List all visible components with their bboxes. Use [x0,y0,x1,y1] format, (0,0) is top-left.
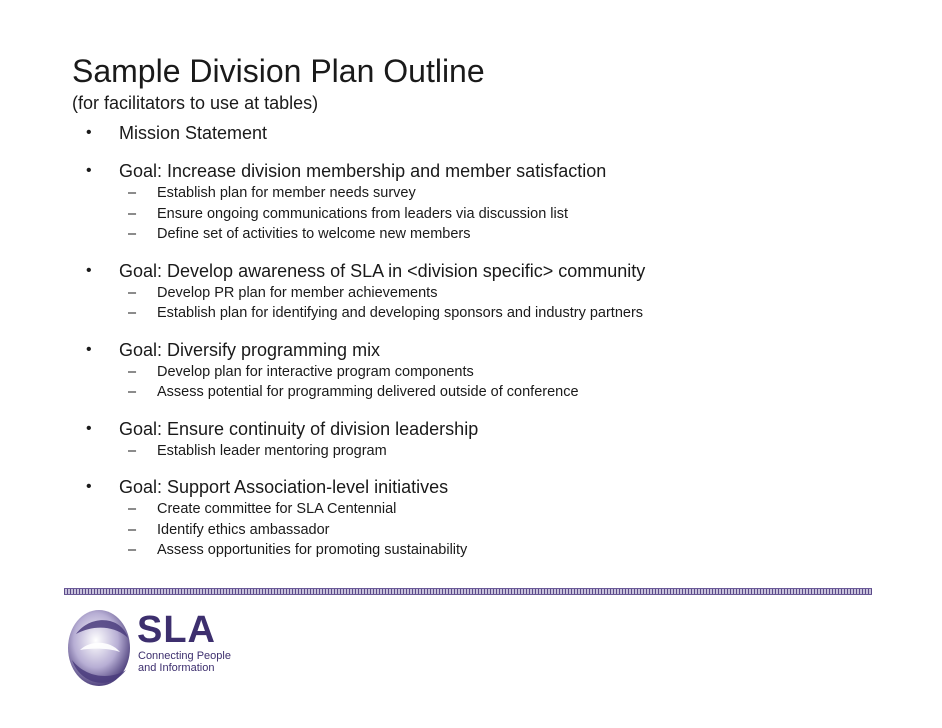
goal-text: Mission Statement [119,123,268,143]
sub-item [82,520,922,541]
logo-tagline [138,650,231,674]
goal-line [82,417,922,441]
sub-item [82,540,922,561]
goal-item [82,338,922,403]
sub-item-text: Establish plan for identifying and developing sponsors and industry partners [157,305,644,321]
dash-icon: – [128,226,137,242]
goal-line [82,259,922,283]
logo-tagline-line2: and Information [138,662,215,674]
dash-icon: – [128,442,137,459]
goal-item [82,417,922,462]
dash-icon: – [128,284,137,301]
sla-globe-icon [66,604,138,696]
sub-item-text: Define set of activities to welcome new members [157,226,471,242]
goal-item [82,475,922,561]
sub-item-text: Assess opportunities for promoting sustainability [157,542,468,558]
goal-item [82,159,922,245]
dash-icon: – [128,185,137,201]
sub-item-list [82,183,922,245]
bullet-icon: • [86,478,92,495]
sub-item-text: Create committee for SLA Centennial [157,501,397,517]
sub-item [82,183,922,204]
bullet-icon: • [86,162,92,179]
plan-outline-list [82,121,922,575]
bullet-icon: • [86,340,92,358]
slide-title: Sample Division Plan Outline [72,53,485,89]
sub-item-list [82,499,922,561]
sub-item-list [82,441,922,462]
sub-item [82,224,922,245]
footer-divider [64,588,872,595]
dash-icon: – [128,521,137,538]
dash-icon: – [128,542,137,558]
sub-item [82,382,922,403]
goal-line [82,475,922,499]
sub-item-text: Develop plan for interactive program components [157,363,474,380]
goal-line [82,159,922,183]
goal-line [82,121,922,145]
goal-text: Goal: Support Association-level initiatives [119,477,449,497]
sub-item-text: Establish leader mentoring program [157,442,387,459]
goal-text: Goal: Increase division membership and member satisfaction [119,161,607,181]
dash-icon: – [128,205,137,222]
bullet-icon: • [86,124,92,141]
logo-tagline-line1: Connecting People [138,650,231,662]
dash-icon: – [128,384,137,400]
sub-item-list [82,362,922,403]
slide-subtitle: (for facilitators to use at tables) [72,93,319,113]
sub-item-text: Ensure ongoing communications from leaders via discussion list [157,205,569,222]
sub-item [82,441,922,462]
sub-item-text: Develop PR plan for member achievements [157,284,438,301]
sub-item [82,204,922,225]
sub-item [82,499,922,520]
goal-item [82,259,922,324]
bullet-icon: • [86,261,92,279]
dash-icon: – [128,501,137,517]
sub-item-list [82,283,922,324]
bullet-icon: • [86,419,92,437]
sub-item-text: Identify ethics ambassador [157,521,330,538]
sub-item-text: Establish plan for member needs survey [157,185,416,201]
sub-item-text: Assess potential for programming delivered outside of conference [157,384,579,400]
dash-icon: – [128,363,137,380]
sub-item [82,303,922,324]
logo-wordmark: SLA [137,609,216,651]
sub-item [82,362,922,383]
sub-item [82,283,922,304]
goal-text: Goal: Ensure continuity of division leadership [119,418,479,439]
sla-logo [66,604,236,696]
dash-icon: – [128,305,137,321]
goal-text: Goal: Develop awareness of SLA in <division specific> community [119,260,646,281]
mission-statement-item [82,121,922,145]
goal-line [82,338,922,362]
goal-text: Goal: Diversify programming mix [119,339,381,360]
